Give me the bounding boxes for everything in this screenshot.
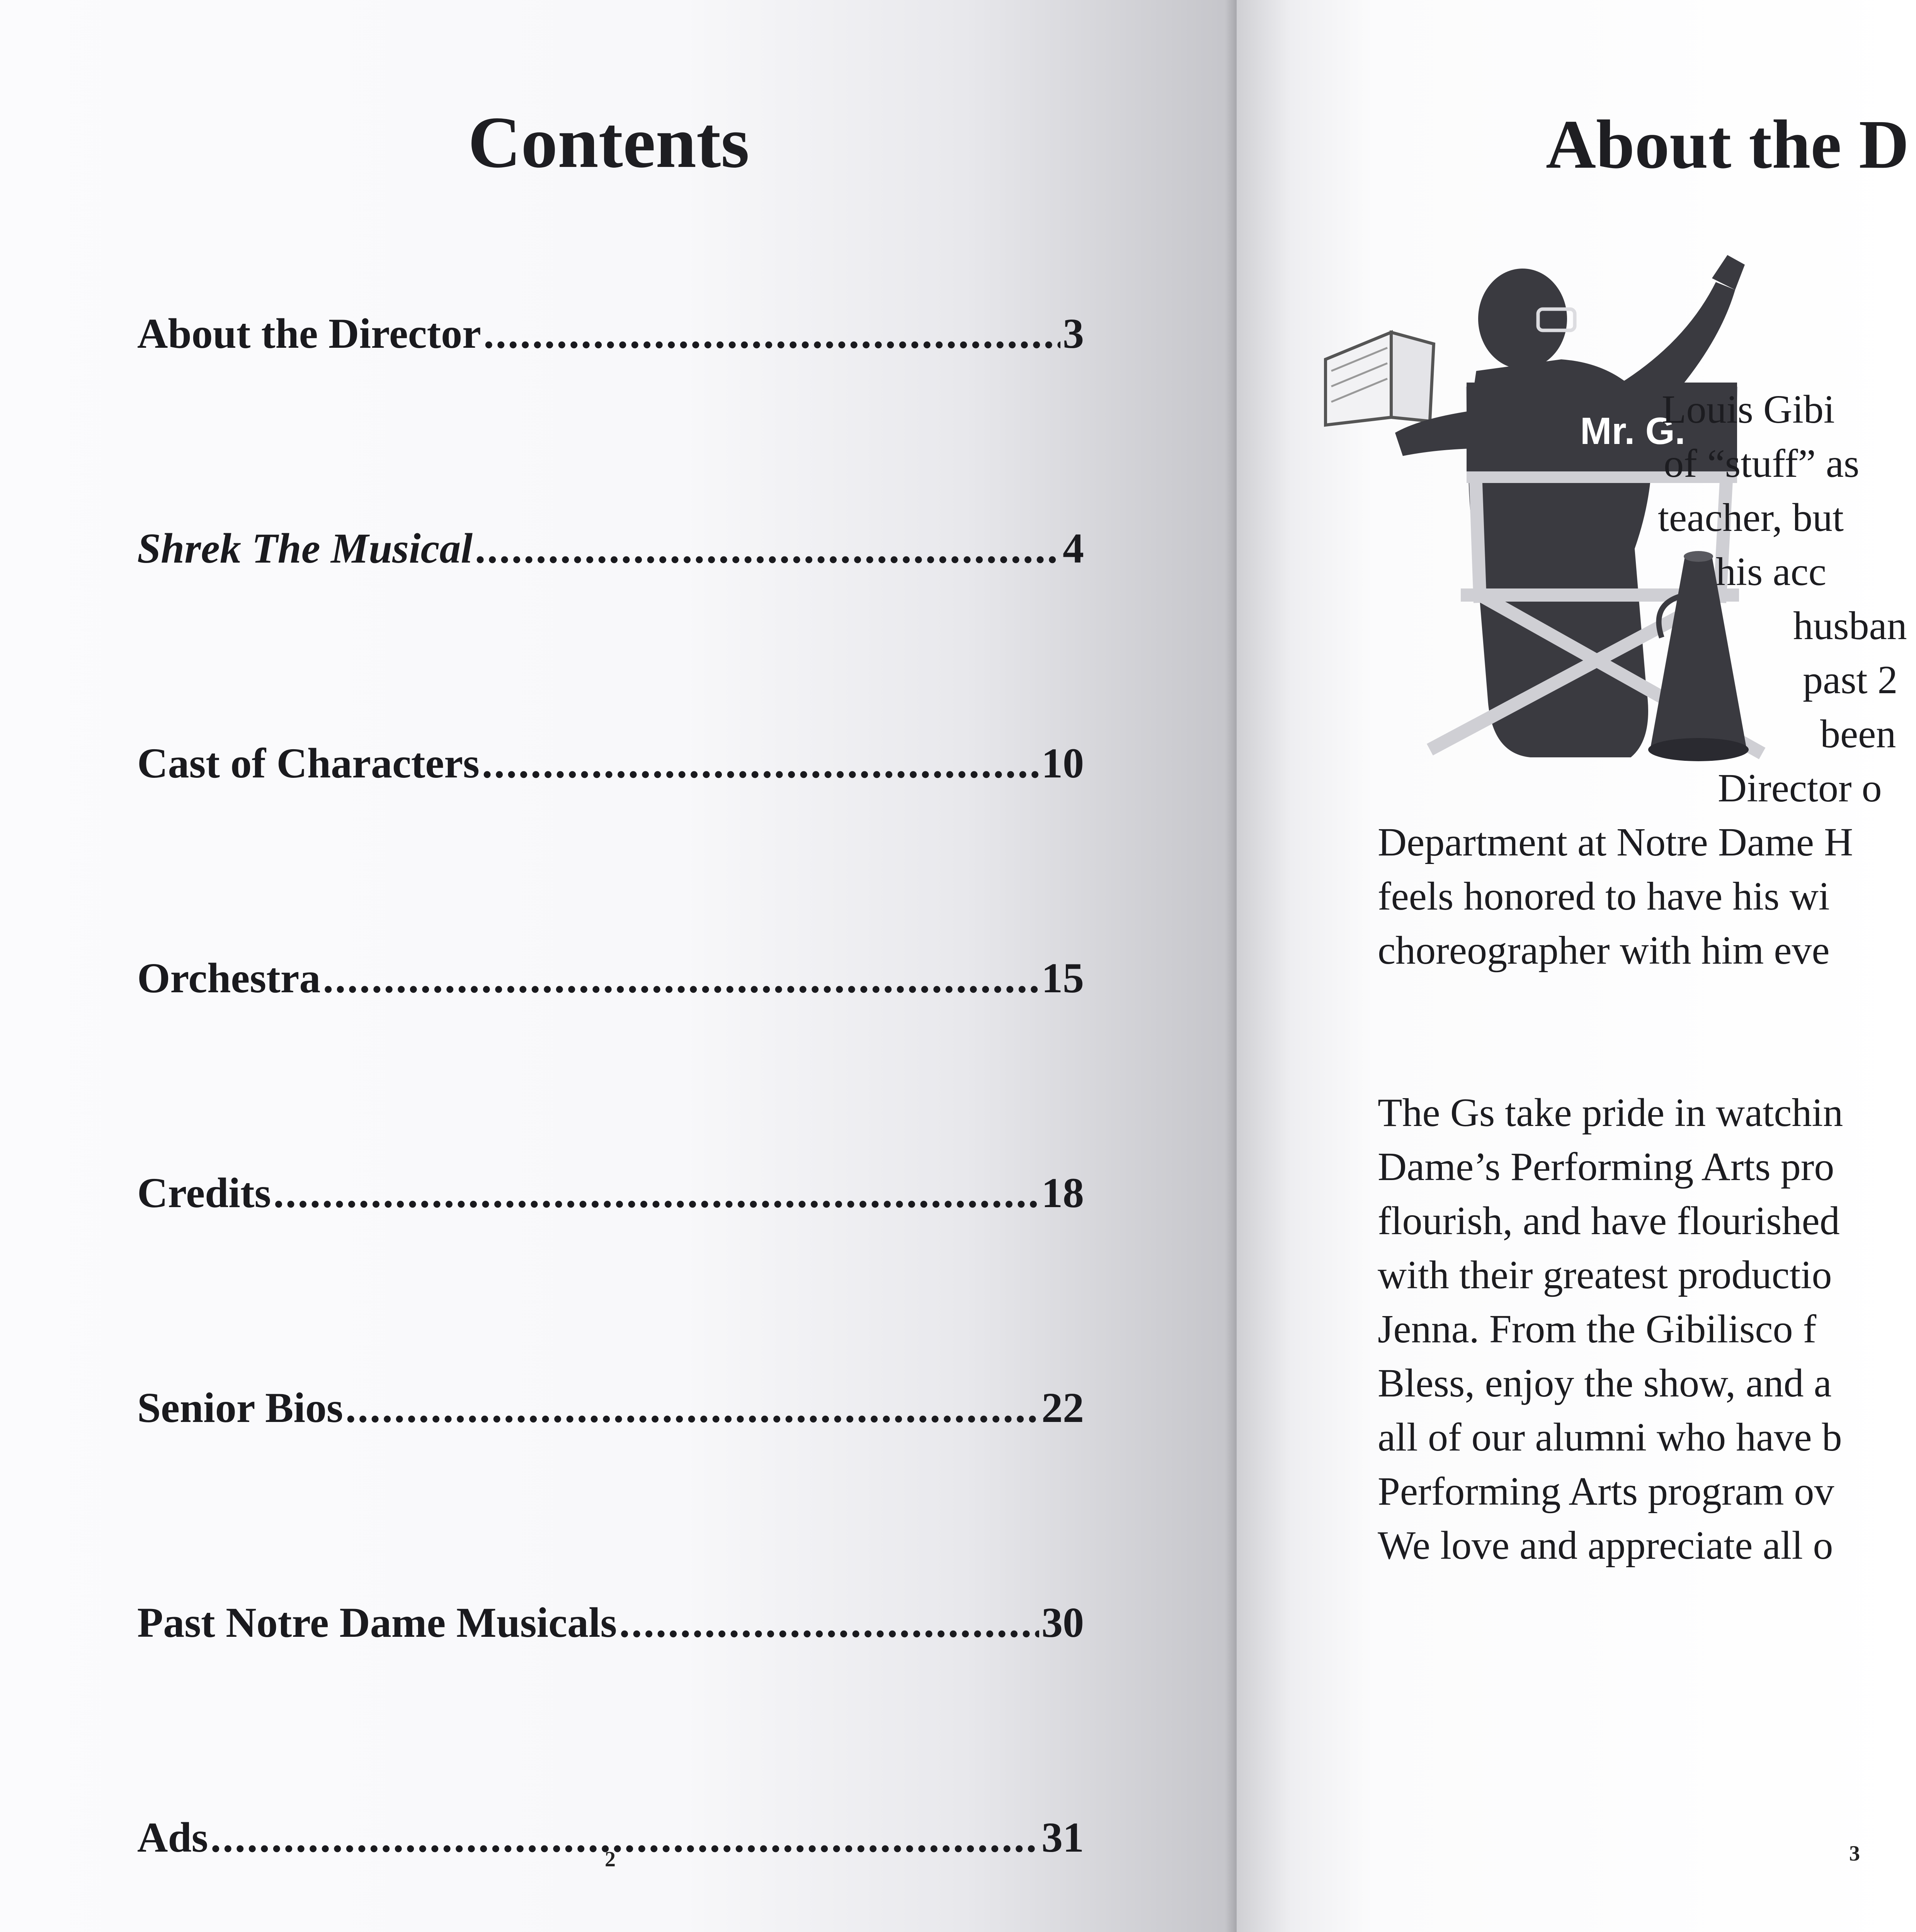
toc-entry-page: 15 [1041,954,1084,1002]
bio-line: choreographer with him eve [1378,928,1830,973]
toc-entry-label: Orchestra [137,954,321,1002]
toc-entry-label: Senior Bios [137,1384,343,1431]
bio-line: feels honored to have his wi [1378,874,1830,918]
dot-leader [483,309,1060,358]
toc-entry-page: 18 [1041,1169,1084,1216]
dot-leader [210,1813,1039,1862]
bio-line: Department at Notre Dame H [1378,820,1853,864]
toc-entry[interactable] [137,1168,1084,1383]
toc-entry-page: 22 [1041,1384,1084,1431]
bio-line: The Gs take pride in watchin [1378,1090,1843,1135]
toc-entry-label: Past Notre Dame Musicals [137,1599,617,1646]
dot-leader [345,1383,1039,1432]
dot-leader [323,954,1039,1003]
bio-line: Jenna. From the Gibilisco f [1378,1307,1817,1351]
bio-line: all of our alumni who have b [1378,1415,1842,1459]
contents-title: Contents [468,102,750,183]
dot-leader [482,739,1039,788]
script-book-icon [1326,332,1434,425]
toc-entry-label: Shrek The Musical [137,525,473,572]
dot-leader [475,524,1060,573]
toc-entry[interactable] [137,1813,1084,1932]
bio-line: Bless, enjoy the show, and a [1378,1361,1832,1405]
page-number: 3 [1849,1842,1860,1866]
toc-entry-label: Cast of Characters [137,740,480,787]
toc-entry-page: 10 [1041,740,1084,787]
dot-leader [273,1168,1039,1218]
table-of-contents [137,309,1084,1932]
bio-line: past 2 [1803,658,1898,702]
toc-entry-label: Ads [137,1814,208,1861]
bio-line: husban [1793,604,1907,648]
toc-entry[interactable] [137,524,1084,739]
bio-line: Louis Gibi [1662,387,1835,432]
toc-entry-page: 3 [1063,310,1084,357]
bio-line: We love and appreciate all o [1378,1523,1833,1568]
toc-entry-label: About the Director [137,310,481,357]
toc-entry[interactable] [137,309,1084,524]
bio-line: Performing Arts program ov [1378,1469,1834,1514]
bio-line: with their greatest productio [1378,1253,1832,1297]
toc-entry-page: 4 [1063,525,1084,572]
chair-label: Mr. G. [1580,409,1686,452]
about-title: About the D [1546,106,1909,183]
bio-line: teacher, but [1658,495,1844,540]
bio-line: been [1820,712,1896,756]
bio-line: flourish, and have flourished [1378,1199,1840,1243]
page-number: 2 [605,1847,616,1871]
dot-leader [619,1598,1039,1647]
bio-line: of “stuff” as [1664,441,1860,486]
about-director-page [1237,0,1916,1932]
toc-entry[interactable] [137,1598,1084,1813]
toc-entry[interactable] [137,1383,1084,1598]
toc-entry-page: 30 [1041,1599,1084,1646]
bio-line: his acc [1716,549,1826,594]
toc-entry[interactable] [137,954,1084,1168]
bio-line: Dame’s Performing Arts pro [1378,1145,1834,1189]
toc-entry-page: 31 [1041,1814,1084,1861]
bio-line: Director o [1718,766,1882,810]
toc-entry[interactable] [137,739,1084,954]
toc-entry-label: Credits [137,1169,271,1216]
